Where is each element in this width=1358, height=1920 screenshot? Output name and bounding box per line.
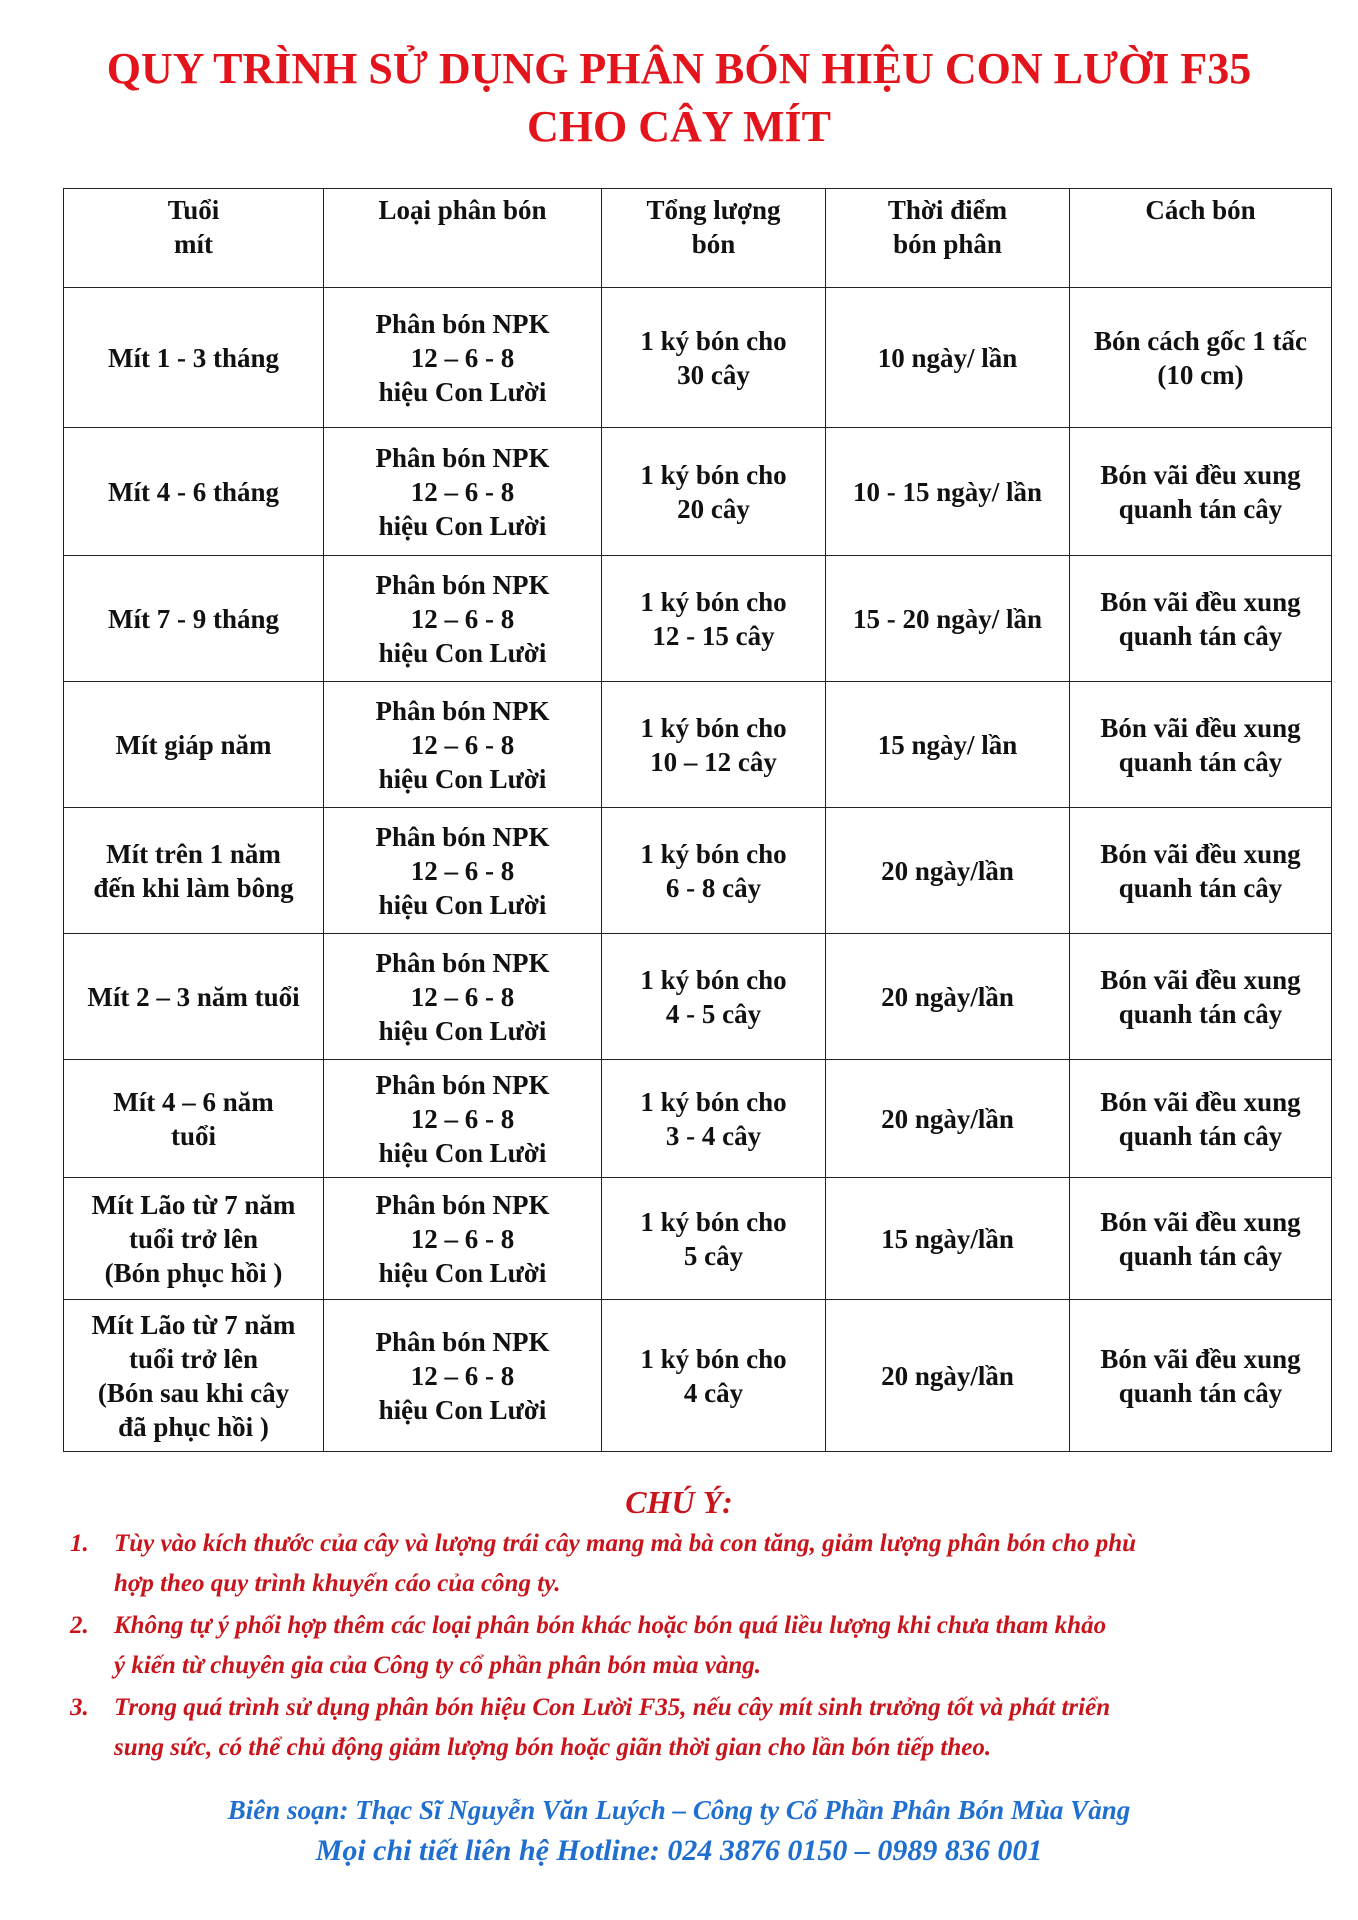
- cell-method-line: Bón vãi đều xung: [1100, 964, 1301, 995]
- cell-fertilizer-type-line: hiệu Con Lười: [378, 763, 547, 794]
- cell-age: [64, 1178, 324, 1300]
- cell-method: [1070, 808, 1332, 934]
- cell-age-line: tuổi trở lên: [129, 1223, 258, 1254]
- header-age: [64, 189, 324, 288]
- cell-total-amount-line: 3 - 4 cây: [665, 1120, 762, 1151]
- table-row: [64, 1060, 1332, 1178]
- cell-fertilizer-type-line: 12 – 6 - 8: [410, 981, 515, 1012]
- header-total-amount-line: bón: [691, 229, 736, 259]
- cell-total-amount: [602, 1300, 826, 1452]
- cell-total-amount-line: 30 cây: [677, 359, 750, 390]
- cell-method: [1070, 428, 1332, 556]
- cell-method-line: quanh tán cây: [1118, 998, 1283, 1029]
- cell-timing-line: 10 - 15 ngày/ lần: [852, 476, 1043, 507]
- header-age-line: Tuổi: [167, 195, 220, 225]
- cell-method-line: Bón vãi đều xung: [1100, 1343, 1301, 1374]
- table-row: [64, 556, 1332, 682]
- header-method: [1070, 189, 1332, 288]
- note-number: 1.: [70, 1530, 89, 1557]
- cell-total-amount-line: 1 ký bón cho: [640, 1086, 787, 1117]
- cell-timing: [826, 428, 1070, 556]
- note-text-line: Không tự ý phối hợp thêm các loại phân bón khác hoặc bón quá liều lượng khi chưa tham khảo: [114, 1612, 1107, 1639]
- table-row: [64, 934, 1332, 1060]
- cell-fertilizer-type-line: 12 – 6 - 8: [410, 855, 515, 886]
- cell-timing-line: 20 ngày/lần: [881, 855, 1014, 886]
- header-age-line: mít: [174, 229, 213, 259]
- table-body: [64, 288, 1332, 1452]
- cell-fertilizer-type-line: 12 – 6 - 8: [410, 476, 515, 507]
- footer-author: Biên soạn: Thạc Sĩ Nguyễn Văn Luých – Công ty Cổ Phần Phân Bón Mùa Vàng: [227, 1795, 1131, 1825]
- cell-fertilizer-type-line: hiệu Con Lười: [378, 1394, 547, 1425]
- cell-fertilizer-type: [324, 288, 602, 428]
- cell-timing: [826, 1060, 1070, 1178]
- cell-age-line: Mít 4 - 6 tháng: [108, 476, 279, 507]
- cell-timing-line: 15 ngày/lần: [881, 1223, 1014, 1254]
- cell-age: [64, 1060, 324, 1178]
- cell-fertilizer-type-line: 12 – 6 - 8: [410, 1223, 515, 1254]
- cell-fertilizer-type: [324, 428, 602, 556]
- header-method-line: Cách bón: [1145, 195, 1256, 225]
- note-text-line: Tùy vào kích thước của cây và lượng trái cây mang mà bà con tăng, giảm lượng phân bón cho phù: [114, 1530, 1137, 1557]
- cell-fertilizer-type-line: Phân bón NPK: [375, 569, 550, 600]
- cell-method: [1070, 1060, 1332, 1178]
- cell-fertilizer-type: [324, 808, 602, 934]
- note-item: [70, 1606, 1338, 1686]
- cell-total-amount: [602, 934, 826, 1060]
- cell-timing: [826, 1300, 1070, 1452]
- notes-list: [70, 1524, 1338, 1770]
- footer: [0, 1790, 1358, 1872]
- cell-fertilizer-type-line: hiệu Con Lười: [378, 637, 547, 668]
- table-row: [64, 1178, 1332, 1300]
- cell-total-amount-line: 12 - 15 cây: [652, 620, 775, 651]
- cell-method: [1070, 1300, 1332, 1452]
- cell-total-amount: [602, 1060, 826, 1178]
- cell-total-amount-line: 4 - 5 cây: [665, 998, 762, 1029]
- cell-fertilizer-type-line: hiệu Con Lười: [378, 1137, 547, 1168]
- header-total-amount-line: Tổng lượng: [646, 195, 781, 225]
- note-text-line: Trong quá trình sử dụng phân bón hiệu Con Lười F35, nếu cây mít sinh trưởng tốt và phát triển: [114, 1694, 1111, 1721]
- cell-total-amount-line: 5 cây: [683, 1240, 744, 1271]
- note-text-line: sung sức, có thể chủ động giảm lượng bón hoặc giãn thời gian cho lần bón tiếp theo.: [114, 1734, 992, 1761]
- cell-fertilizer-type-line: Phân bón NPK: [375, 695, 550, 726]
- cell-total-amount-line: 1 ký bón cho: [640, 325, 787, 356]
- cell-fertilizer-type-line: Phân bón NPK: [375, 1326, 550, 1357]
- cell-total-amount: [602, 682, 826, 808]
- header-total-amount: [602, 189, 826, 288]
- table-row: [64, 288, 1332, 428]
- cell-timing: [826, 808, 1070, 934]
- cell-age-line: Mít 2 – 3 năm tuổi: [87, 981, 300, 1012]
- note-text-line: hợp theo quy trình khuyến cáo của công ty.: [114, 1570, 561, 1597]
- cell-method-line: quanh tán cây: [1118, 872, 1283, 903]
- cell-total-amount: [602, 428, 826, 556]
- cell-fertilizer-type-line: 12 – 6 - 8: [410, 1360, 515, 1391]
- cell-timing: [826, 288, 1070, 428]
- cell-method-line: (10 cm): [1157, 359, 1244, 390]
- cell-fertilizer-type-line: hiệu Con Lười: [378, 510, 547, 541]
- cell-total-amount: [602, 1178, 826, 1300]
- cell-method-line: Bón vãi đều xung: [1100, 838, 1301, 869]
- cell-fertilizer-type-line: hiệu Con Lười: [378, 376, 547, 407]
- cell-timing: [826, 934, 1070, 1060]
- cell-method: [1070, 288, 1332, 428]
- cell-total-amount: [602, 808, 826, 934]
- cell-age-line: Mít trên 1 năm: [106, 838, 281, 869]
- cell-fertilizer-type: [324, 934, 602, 1060]
- cell-age: [64, 934, 324, 1060]
- cell-age-line: Mít 7 - 9 tháng: [108, 603, 279, 634]
- cell-timing: [826, 1178, 1070, 1300]
- cell-method-line: quanh tán cây: [1118, 1377, 1283, 1408]
- footer-hotline: Mọi chi tiết liên hệ Hotline: 024 3876 0150 – 0989 836 001: [315, 1834, 1043, 1867]
- cell-timing-line: 10 ngày/ lần: [877, 342, 1018, 373]
- table-row: [64, 1300, 1332, 1452]
- notes-title: CHÚ Ý:: [625, 1484, 733, 1520]
- cell-fertilizer-type-line: Phân bón NPK: [375, 1189, 550, 1220]
- table-row: [64, 808, 1332, 934]
- cell-age: [64, 556, 324, 682]
- cell-age-line: Mít 4 – 6 năm: [113, 1086, 274, 1117]
- header-timing-line: Thời điểm: [887, 195, 1008, 225]
- cell-total-amount: [602, 556, 826, 682]
- note-number: 3.: [70, 1694, 89, 1721]
- cell-method-line: quanh tán cây: [1118, 620, 1283, 651]
- cell-age: [64, 1300, 324, 1452]
- cell-method-line: Bón cách gốc 1 tấc: [1094, 325, 1307, 356]
- cell-fertilizer-type: [324, 556, 602, 682]
- fertilizer-schedule-table: [63, 188, 1332, 1452]
- cell-total-amount-line: 6 - 8 cây: [665, 872, 762, 903]
- cell-age: [64, 808, 324, 934]
- cell-age-line: đã phục hồi ): [118, 1411, 269, 1442]
- cell-age: [64, 682, 324, 808]
- table-row: [64, 428, 1332, 556]
- cell-timing-line: 20 ngày/lần: [881, 981, 1014, 1012]
- cell-age-line: đến khi làm bông: [93, 872, 294, 903]
- cell-method-line: quanh tán cây: [1118, 1120, 1283, 1151]
- cell-method-line: quanh tán cây: [1118, 493, 1283, 524]
- cell-age-line: Mít 1 - 3 tháng: [108, 342, 279, 373]
- note-number: 2.: [70, 1612, 89, 1639]
- cell-method-line: Bón vãi đều xung: [1100, 712, 1301, 743]
- table-header-row: [64, 189, 1332, 288]
- cell-fertilizer-type-line: 12 – 6 - 8: [410, 1103, 515, 1134]
- header-fertilizer-type: [324, 189, 602, 288]
- cell-total-amount-line: 1 ký bón cho: [640, 964, 787, 995]
- cell-method-line: quanh tán cây: [1118, 746, 1283, 777]
- cell-timing-line: 15 ngày/ lần: [877, 729, 1018, 760]
- cell-fertilizer-type-line: hiệu Con Lười: [378, 889, 547, 920]
- cell-age-line: tuổi trở lên: [129, 1343, 258, 1374]
- cell-total-amount-line: 1 ký bón cho: [640, 1343, 787, 1374]
- cell-total-amount-line: 1 ký bón cho: [640, 838, 787, 869]
- cell-method: [1070, 934, 1332, 1060]
- cell-method-line: Bón vãi đều xung: [1100, 459, 1301, 490]
- cell-fertilizer-type-line: 12 – 6 - 8: [410, 342, 515, 373]
- page-title: [0, 40, 1358, 156]
- cell-age-line: tuổi: [170, 1120, 216, 1151]
- cell-fertilizer-type: [324, 1060, 602, 1178]
- cell-fertilizer-type-line: Phân bón NPK: [375, 308, 550, 339]
- cell-timing: [826, 682, 1070, 808]
- note-text-line: ý kiến từ chuyên gia của Công ty cổ phần phân bón mùa vàng.: [114, 1652, 761, 1679]
- cell-total-amount-line: 1 ký bón cho: [640, 586, 787, 617]
- cell-fertilizer-type: [324, 1178, 602, 1300]
- header-fertilizer-type-line: Loại phân bón: [378, 195, 547, 225]
- header-timing: [826, 189, 1070, 288]
- cell-method-line: Bón vãi đều xung: [1100, 1206, 1301, 1237]
- cell-total-amount-line: 10 – 12 cây: [650, 746, 777, 777]
- cell-fertilizer-type-line: Phân bón NPK: [375, 442, 550, 473]
- note-item: [70, 1524, 1338, 1604]
- cell-total-amount-line: 4 cây: [683, 1377, 744, 1408]
- cell-fertilizer-type: [324, 682, 602, 808]
- cell-method-line: Bón vãi đều xung: [1100, 586, 1301, 617]
- cell-fertilizer-type-line: Phân bón NPK: [375, 821, 550, 852]
- cell-age-line: (Bón phục hồi ): [104, 1257, 283, 1288]
- header-timing-line: bón phân: [893, 229, 1002, 259]
- cell-timing-line: 20 ngày/lần: [881, 1360, 1014, 1391]
- cell-method-line: Bón vãi đều xung: [1100, 1086, 1301, 1117]
- cell-age-line: Mít giáp năm: [115, 729, 272, 760]
- cell-method: [1070, 556, 1332, 682]
- cell-total-amount-line: 1 ký bón cho: [640, 1206, 787, 1237]
- cell-fertilizer-type-line: Phân bón NPK: [375, 1069, 550, 1100]
- cell-fertilizer-type: [324, 1300, 602, 1452]
- cell-fertilizer-type-line: 12 – 6 - 8: [410, 603, 515, 634]
- cell-fertilizer-type-line: hiệu Con Lười: [378, 1015, 547, 1046]
- cell-age: [64, 288, 324, 428]
- table-row: [64, 682, 1332, 808]
- cell-method: [1070, 1178, 1332, 1300]
- cell-total-amount: [602, 288, 826, 428]
- cell-total-amount-line: 20 cây: [677, 493, 750, 524]
- page-title-line-1: QUY TRÌNH SỬ DỤNG PHÂN BÓN HIỆU CON LƯỜI F35: [106, 44, 1252, 93]
- cell-timing-line: 20 ngày/lần: [881, 1103, 1014, 1134]
- cell-timing: [826, 556, 1070, 682]
- cell-age-line: (Bón sau khi cây: [97, 1377, 290, 1408]
- cell-age: [64, 428, 324, 556]
- cell-method-line: quanh tán cây: [1118, 1240, 1283, 1271]
- cell-age-line: Mít Lão từ 7 năm: [91, 1309, 296, 1340]
- cell-fertilizer-type-line: Phân bón NPK: [375, 947, 550, 978]
- cell-method: [1070, 682, 1332, 808]
- cell-age-line: Mít Lão từ 7 năm: [91, 1189, 296, 1220]
- cell-total-amount-line: 1 ký bón cho: [640, 712, 787, 743]
- cell-fertilizer-type-line: 12 – 6 - 8: [410, 729, 515, 760]
- cell-timing-line: 15 - 20 ngày/ lần: [852, 603, 1043, 634]
- page-title-line-2: CHO CÂY MÍT: [527, 102, 831, 151]
- cell-total-amount-line: 1 ký bón cho: [640, 459, 787, 490]
- note-item: [70, 1688, 1338, 1768]
- cell-fertilizer-type-line: hiệu Con Lười: [378, 1257, 547, 1288]
